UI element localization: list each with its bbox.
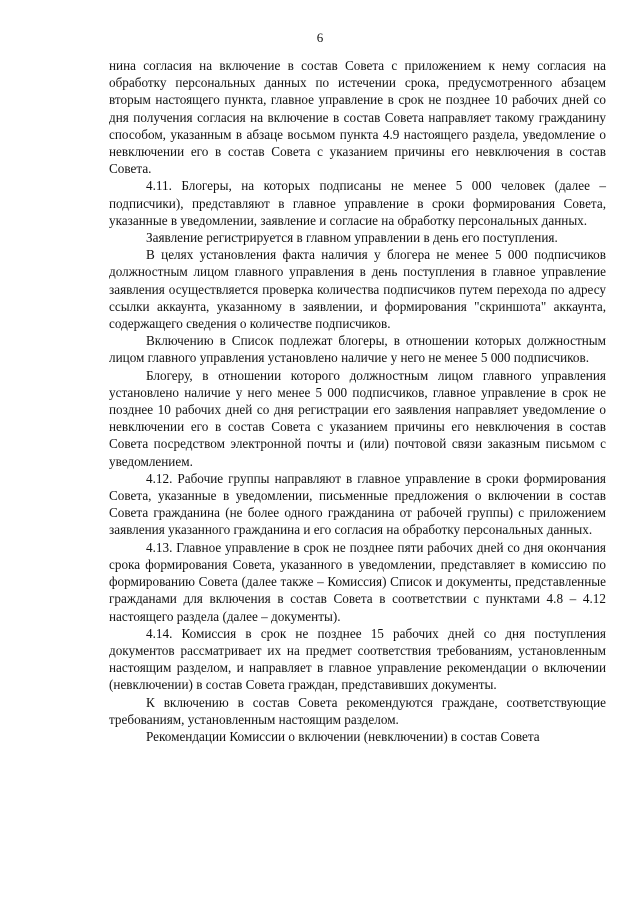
paragraph: К включению в состав Совета рекомендуются граждане, соответствующие требованиям, установленным настоящим разделом. <box>109 694 606 727</box>
paragraph: Заявление регистрируется в главном управлении в день его поступления. <box>146 230 558 246</box>
paragraph: 4.13. Главное управление в срок не позднее пяти рабочих дней со дня окончания срока формирования Совета, указанного в уведомлении, представляет в комиссию по формированию Совета (далее также – Комиссия) Список и документы, представленные гражданами для включения в состав Совета в соответствии с пунктами 4.8 – 4.12 настоящего раздела (далее – документы). <box>109 539 606 624</box>
paragraph: Включению в Список подлежат блогеры, в отношении которых должностным лицом главного управления установлено наличие у него не менее 5 000 подписчиков. <box>109 333 606 366</box>
page-number: 6 <box>316 30 324 45</box>
document-body <box>109 57 606 745</box>
paragraph: 4.11. Блогеры, на которых подписаны не менее 5 000 человек (далее – подписчики), представляют в главное управление в сроки формирования Совета, указанные в уведомлении, заявление и согласие на обработку персональных данных. <box>109 178 606 228</box>
paragraph: 4.12. Рабочие группы направляют в главное управление в сроки формирования Совета, указанные в уведомлении, письменные предложения о включении в состав Совета гражданина (не более одного гражданина от рабочей группы) с приложением заявления указанного гражданина и его согласия на обработку персональных данных. <box>109 470 606 538</box>
paragraph: 4.14. Комиссия в срок не позднее 15 рабочих дней со дня поступления документов рассматривает их на предмет соответствия требованиям, установленным настоящим разделом, и направляет в главное управление рекомендации о включении (невключении) в состав Совета граждан, представивших документы. <box>109 625 606 693</box>
paragraph: Блогеру, в отношении которого должностным лицом главного управления установлено наличие у него менее 5 000 подписчиков, главное управление в срок не позднее 10 рабочих дней со дня регистрации его заявления направляет уведомление о невключении его в состав Совета с указанием причины его невключения в состав Совета посредством электронной почты и (или) почтовой связи заказным письмом с уведомлением. <box>109 367 606 469</box>
paragraph: нина согласия на включение в состав Совета с приложением к нему согласия на обработку персональных данных по истечении срока, предусмотренного абзацем вторым настоящего пункта, главное управление в срок не позднее 10 рабочих дней со дня получения согласия на включение в состав Совета направляет такому гражданину способом, указанным в абзаце восьмом пункта 4.9 настоящего раздела, уведомление о невключении его в состав Совета с указанием причины его невключения в состав Совета. <box>109 58 606 177</box>
paragraph: В целях установления факта наличия у блогера не менее 5 000 подписчиков должностным лицом главного управления в день поступления в главное управление заявления осуществляется проверка количества подписчиков путем перехода по адресу ссылки аккаунта, указанному в заявлении, и формирования "скриншота" аккаунта, содержащего сведения о количестве подписчиков. <box>109 247 606 332</box>
paragraph: Рекомендации Комиссии о включении (невключении) в состав Совета <box>146 728 540 744</box>
